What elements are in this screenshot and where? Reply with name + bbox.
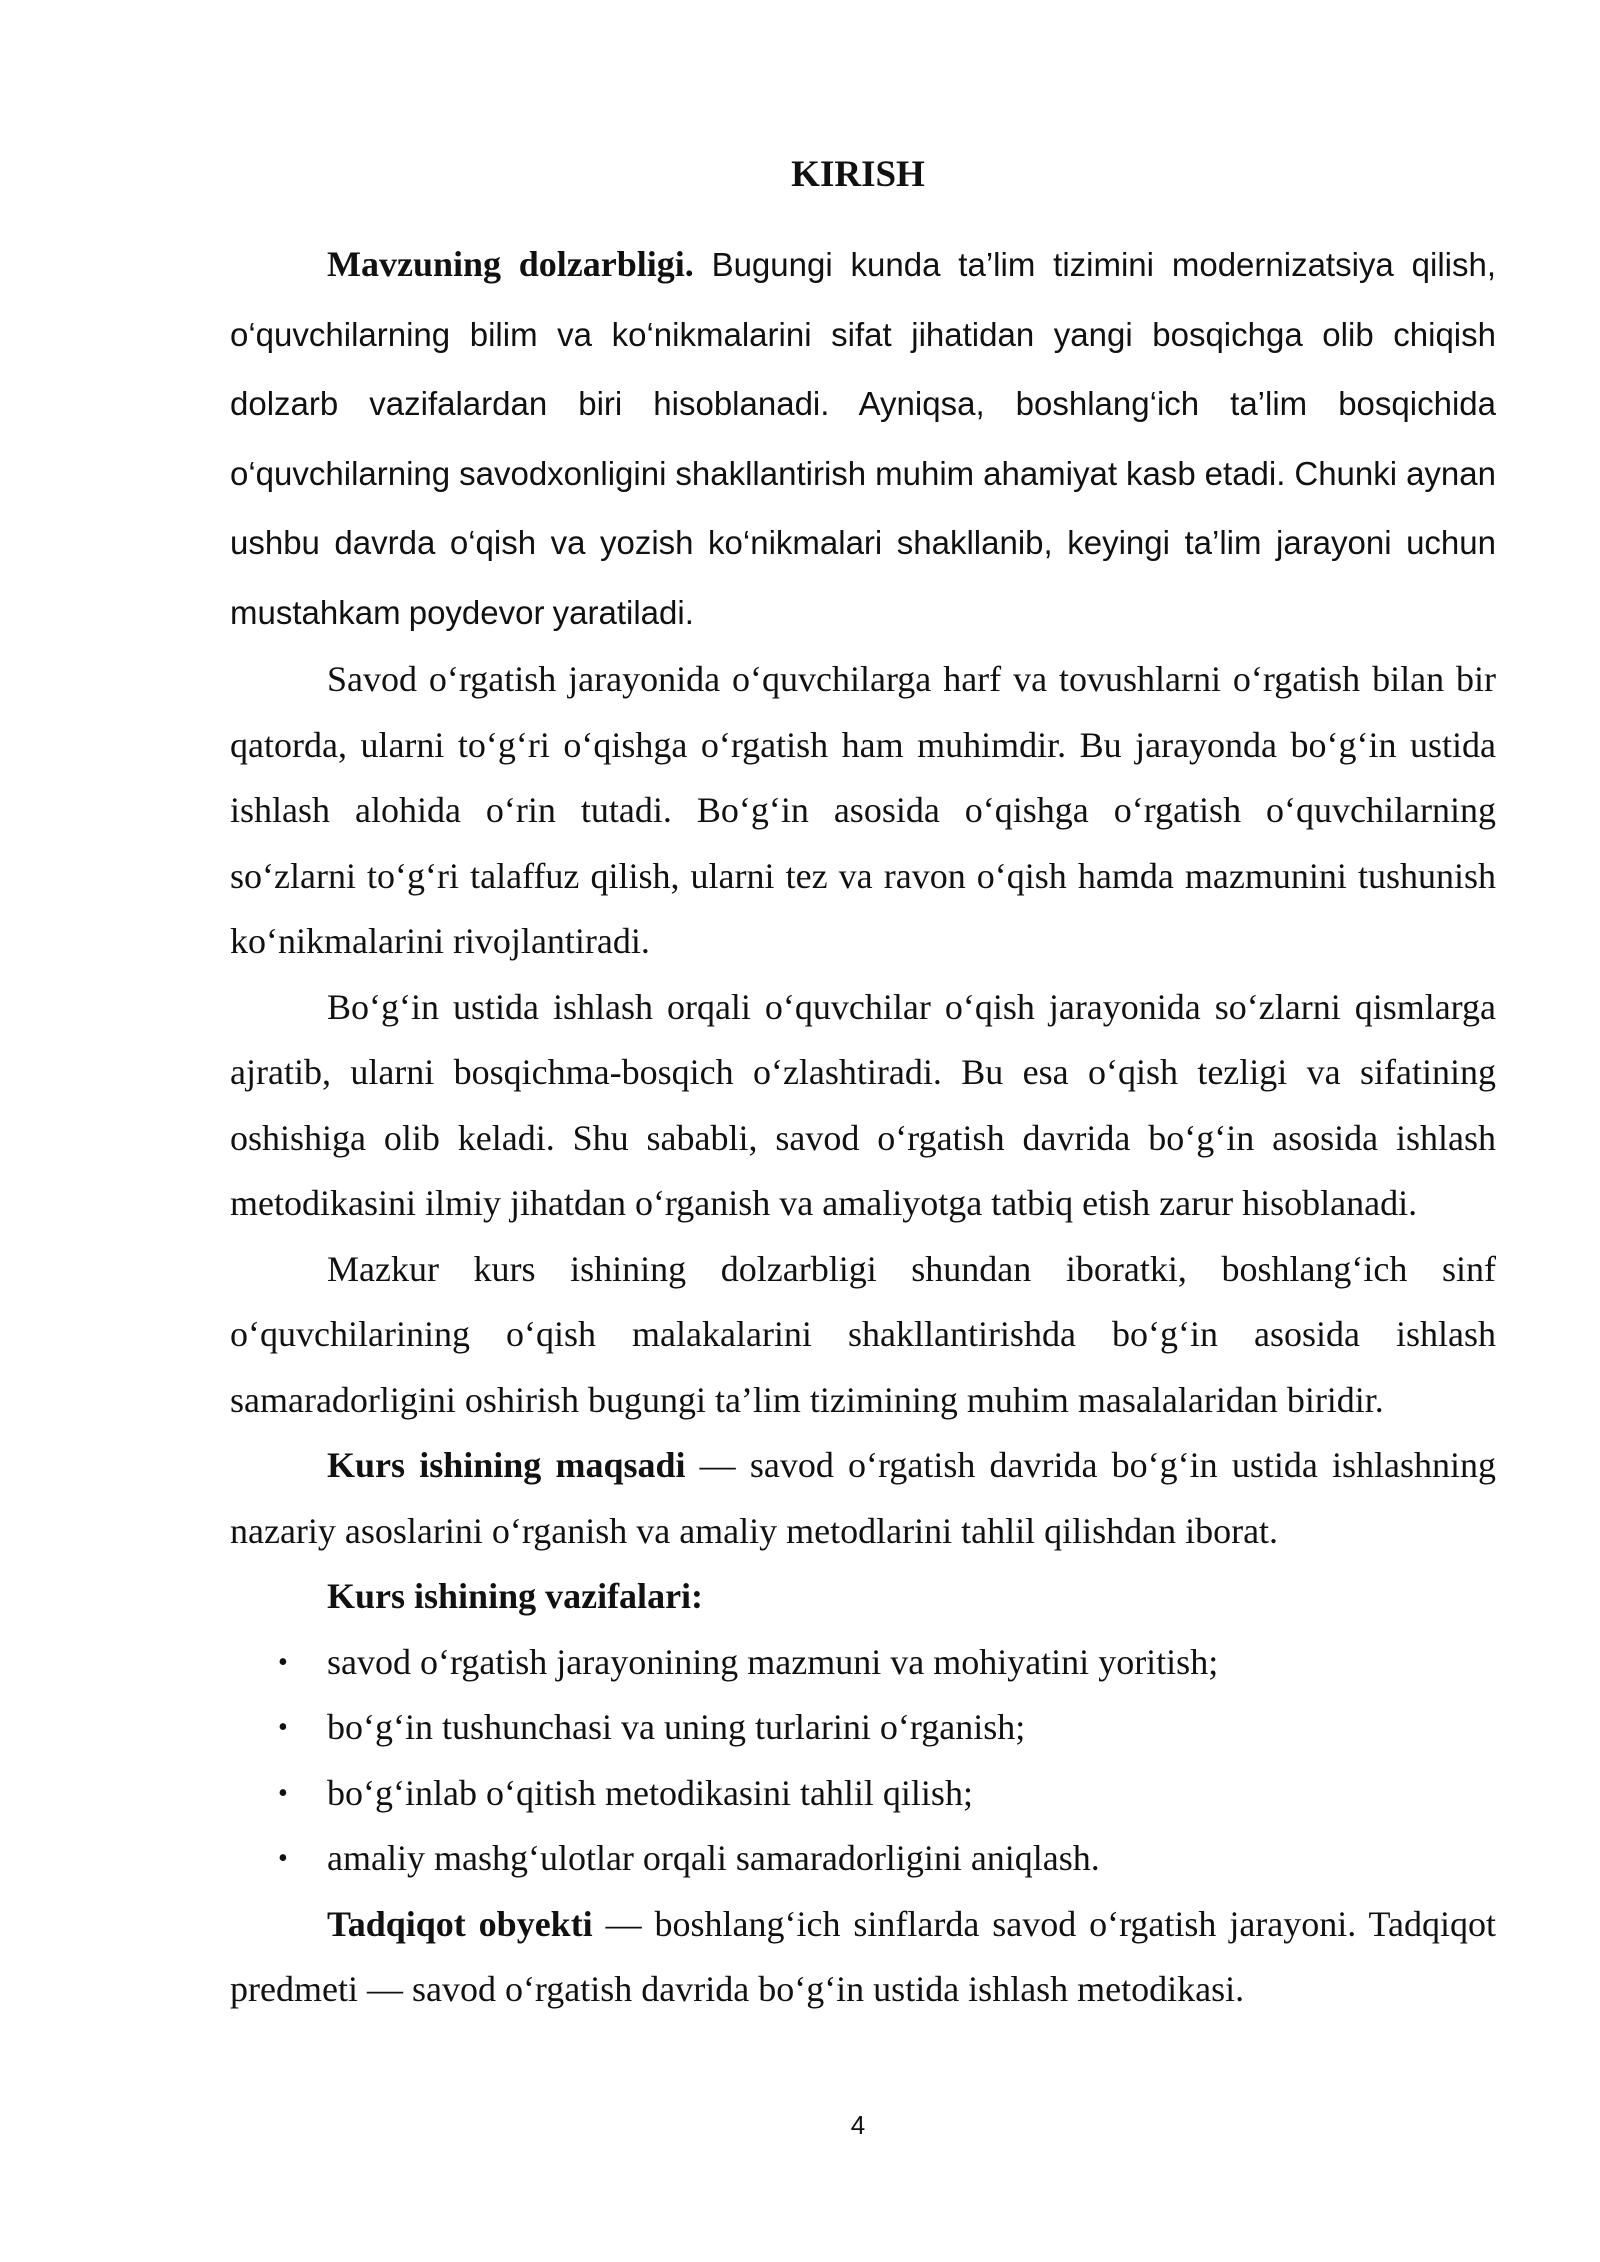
relevance-paragraph	[230, 230, 1496, 647]
paragraph-relevance-summary: Mazkur kurs ishining dolzarbligi shundan iboratki, boshlang‘ich sinf o‘quvchilarining o‘qish malakalarini shakllantirishda bo‘g‘in asosida ishlash samaradorligini oshirish bugungi ta’lim tizimining muhim masalalaridan biridir.	[230, 1248, 1496, 1420]
body-text	[230, 230, 1496, 2023]
list-item	[230, 1761, 1496, 1827]
list-item	[230, 1826, 1496, 1892]
research-object-lead: Tadqiqot obyekti	[327, 1903, 593, 1944]
tasks-heading-paragraph	[230, 1564, 1496, 1630]
tasks-list	[230, 1630, 1496, 1892]
list-item-text: bo‘g‘in tushunchasi va uning turlarini o‘rganish;	[327, 1707, 1026, 1747]
relevance-text: Bugungi kunda ta’lim tizimini modernizatsiya qilish, o‘quvchilarning bilim va ko‘nikmalarini sifat jihatidan yangi bosqichga olib chiqish dolzarb vazifalardan biri hisoblanadi. Ayniqsa, boshlang‘ich ta’lim bosqichida o‘quvchilarning savodxonligini shakllantirish muhim ahamiyat kasb etadi. Chunki aynan ushbu davrda o‘qish va yozish ko‘nikmalari shakllanib, keyingi ta’lim jarayoni uchun mustahkam poydevor yaratiladi.	[230, 246, 1497, 631]
page-number: 4	[850, 2110, 866, 2140]
bullet-icon: •	[278, 1712, 288, 1743]
bullet-icon: •	[278, 1646, 288, 1678]
section-title: KIRISH	[791, 154, 925, 195]
bullet-icon: •	[278, 1777, 288, 1809]
tasks-heading: Kurs ishining vazifalari:	[327, 1576, 704, 1616]
goal-paragraph	[230, 1433, 1496, 1564]
goal-text: — savod o‘rgatish davrida bo‘g‘in ustida ishlashning nazariy asoslarini o‘rganish va amaliy metodlarini tahlil qilishdan iborat.	[230, 1445, 1496, 1551]
list-item-text: bo‘g‘inlab o‘qitish metodikasini tahlil qilish;	[327, 1772, 973, 1813]
research-object-text: — boshlang‘ich sinflarda savod o‘rgatish jarayoni. Tadqiqot predmeti — savod o‘rgatish davrida bo‘g‘in ustida ishlash metodikasi.	[230, 1903, 1496, 2009]
paragraph-literacy: Savod o‘rgatish jarayonida o‘quvchilarga harf va tovushlarni o‘rgatish bilan bir qatorda, ularni to‘g‘ri o‘qishga o‘rgatish ham muhimdir. Bu jarayonda bo‘g‘in ustida ishlash alohida o‘rin tutadi. Bo‘g‘in asosida o‘qishga o‘rgatish o‘quvchilarning so‘zlarni to‘g‘ri talaffuz qilish, ularni tez va ravon o‘qish hamda mazmunini tushunish ko‘nikmalarini rivojlantiradi.	[230, 659, 1496, 961]
goal-lead: Kurs ishining maqsadi	[327, 1445, 686, 1485]
relevance-lead: Mavzuning dolzarbligi.	[327, 244, 694, 284]
paragraph-syllable-work: Bo‘g‘in ustida ishlash orqali o‘quvchilar o‘qish jarayonida so‘zlarni qismlarga ajratib, ularni bosqichma-bosqich o‘zlashtiradi. Bu esa o‘qish tezligi va sifatining oshishiga olib keladi. Shu sababli, savod o‘rgatish davrida bo‘g‘in asosida ishlash metodikasini ilmiy jihatdan o‘rganish va amaliyotga tatbiq etish zarur hisoblanadi.	[230, 986, 1496, 1223]
list-item	[230, 1695, 1496, 1761]
bullet-icon: •	[278, 1843, 288, 1874]
list-item-text: amaliy mashg‘ulotlar orqali samaradorligini aniqlash.	[327, 1838, 1100, 1878]
list-item-text: savod o‘rgatish jarayonining mazmuni va mohiyatini yoritish;	[327, 1641, 1219, 1682]
research-object-paragraph	[230, 1892, 1496, 2023]
list-item	[230, 1630, 1496, 1696]
